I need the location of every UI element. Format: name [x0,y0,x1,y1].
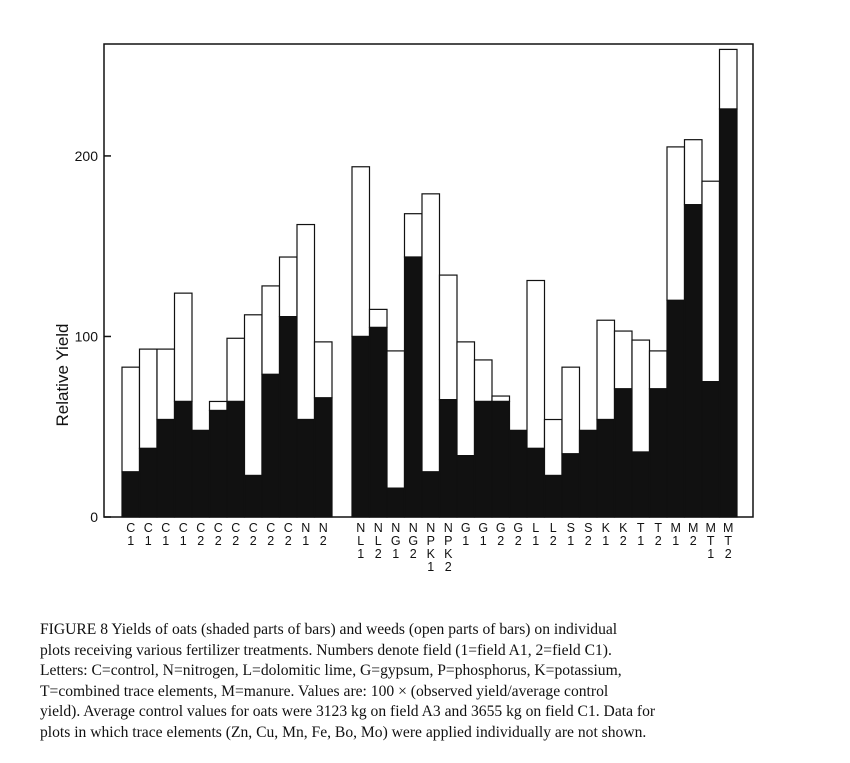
x-tick-label: 1 [672,534,680,548]
x-tick-label: 2 [267,534,275,548]
x-tick-label: G [478,521,489,535]
bar-weeds [615,331,633,389]
bar-weeds [245,315,263,476]
x-tick-label: S [584,521,593,535]
bar-weeds [545,420,563,476]
bar-oats [650,389,668,517]
x-tick-label: 2 [197,534,205,548]
x-tick-label: M [723,521,734,535]
x-tick-label: M [670,521,681,535]
bar-oats [227,401,245,517]
x-tick-label: N [426,521,436,535]
x-tick-label: 2 [584,534,592,548]
bar-weeds [457,342,475,456]
bar-weeds [562,367,580,454]
caption-line: plots receiving various fertilizer treatments. Numbers denote field (1=field A1, 2=field C1). [40,641,612,659]
y-tick-label: 0 [90,509,98,525]
bar-oats [580,430,598,517]
bar-oats [475,401,493,517]
bar-oats [352,336,370,517]
x-tick-label: 1 [392,547,400,561]
x-tick-label: L [374,534,382,548]
x-tick-label: 1 [567,534,575,548]
x-tick-label: K [444,547,453,561]
x-tick-label: G [390,534,401,548]
x-tick-label: N [373,521,383,535]
x-tick-label: N [391,521,401,535]
bar-oats [387,488,405,517]
y-axis-label: Relative Yield [53,323,72,427]
bar-oats [457,456,475,517]
x-tick-label: 2 [232,534,240,548]
x-tick-label: K [619,521,628,535]
x-tick-label: 1 [479,534,487,548]
bar-oats [370,327,388,517]
caption-line: yield). Average control values for oats were 3123 kg on field A3 and 3655 kg on field C1. Data for [40,703,656,720]
bar-weeds [405,214,423,257]
x-tick-label: 2 [284,534,292,548]
x-tick-label: N [301,521,311,535]
bar-oats [720,109,738,517]
x-tick-label: C [126,521,136,535]
x-tick-label: L [549,521,557,535]
caption-line: Letters: C=control, N=nitrogen, L=dolomitic lime, G=gypsum, P=phosphorus, K=potassium, [40,662,622,679]
bar-weeds [685,140,703,205]
x-tick-label: M [705,521,716,535]
caption-line: plots in which trace elements (Zn, Cu, Mn, Fe, Bo, Mo) were applied individually are not shown. [40,723,647,741]
bar-oats [297,420,315,517]
caption-line: FIGURE 8 Yields of oats (shaded parts of bars) and weeds (open parts of bars) on individual [40,621,618,638]
x-tick-label: C [178,521,188,535]
x-tick-label: 1 [427,560,435,574]
bar-weeds [597,320,615,419]
x-tick-label: G [495,521,506,535]
bar-weeds [140,349,158,448]
bar-oats [157,420,175,517]
x-tick-label: C [213,521,223,535]
x-tick-label: S [566,521,575,535]
bar-oats [422,472,440,517]
bar-weeds [720,49,738,109]
x-tick-label: 2 [214,534,222,548]
x-tick-label: N [318,521,328,535]
caption-line: T=combined trace elements, M=manure. Values are: 100 × (observed yield/average control [40,682,609,700]
x-tick-label: 1 [602,534,610,548]
bar-oats [122,472,140,517]
bar-weeds [352,167,370,337]
bar-oats [685,205,703,517]
x-tick-label: 2 [654,534,662,548]
x-tick-label: T [636,521,645,535]
x-tick-label: G [460,521,471,535]
bar-oats [245,475,263,517]
x-tick-label: K [601,521,610,535]
bar-weeds [370,309,388,327]
x-tick-label: 2 [374,547,382,561]
x-tick-label: N [356,521,366,535]
bar-oats [440,400,458,517]
x-tick-label: 1 [179,534,187,548]
bar-weeds [667,147,685,300]
x-tick-label: C [266,521,276,535]
bar-oats [192,430,210,517]
x-tick-label: C [143,521,153,535]
bar-weeds [527,281,545,449]
x-tick-label: 2 [319,534,327,548]
bar-weeds [210,401,228,410]
bar-weeds [227,338,245,401]
x-tick-label: G [408,534,419,548]
x-tick-label: G [513,521,524,535]
x-tick-label: M [688,521,699,535]
bar-weeds [702,181,720,381]
bar-weeds [440,275,458,400]
bar-weeds [315,342,333,398]
x-tick-label: 1 [144,534,152,548]
x-tick-label: L [532,521,540,535]
bar-weeds [262,286,280,374]
x-tick-label: 2 [409,547,417,561]
bar-oats [175,401,193,517]
bar-weeds [422,194,440,472]
x-tick-label: 2 [249,534,257,548]
x-tick-label: C [161,521,171,535]
bar-oats [262,374,280,517]
x-tick-label: C [283,521,293,535]
bar-weeds [632,340,650,452]
bar-oats [615,389,633,517]
x-tick-label: 1 [462,534,470,548]
x-tick-label: 2 [514,534,522,548]
bar-oats [545,475,563,517]
bar-weeds [387,351,405,488]
x-tick-label: 1 [357,547,365,561]
bar-oats [405,257,423,517]
bar-oats [210,410,228,517]
bars-group [122,49,737,517]
x-tick-label: N [443,521,453,535]
bar-weeds [157,349,175,419]
x-tick-label: 1 [127,534,135,548]
bar-oats [315,398,333,517]
x-tick-label: 1 [707,547,715,561]
x-tick-label: T [654,521,663,535]
x-tick-label: C [248,521,258,535]
x-tick-label: 2 [619,534,627,548]
x-tick-label: C [196,521,206,535]
bar-weeds [492,396,510,401]
bar-oats [702,382,720,517]
x-tick-label: T [706,534,715,548]
x-tick-label: P [426,534,435,548]
x-tick-label: N [408,521,418,535]
x-tick-label: 2 [724,547,732,561]
x-tick-label: 1 [637,534,645,548]
bar-weeds [475,360,493,402]
bar-weeds [175,293,193,401]
x-axis-labels [126,521,733,574]
bar-oats [510,430,528,517]
x-tick-label: C [231,521,241,535]
x-tick-label: T [724,534,733,548]
bar-oats [140,448,158,517]
x-tick-label: 1 [162,534,170,548]
bar-weeds [122,367,140,472]
x-tick-label: 2 [497,534,505,548]
bar-oats [562,454,580,517]
bar-oats [667,300,685,517]
bar-oats [492,401,510,517]
bar-weeds [650,351,668,389]
figure-caption [40,620,820,743]
bar-oats [527,448,545,517]
y-tick-label: 100 [74,328,98,345]
x-tick-label: 1 [302,534,310,548]
bar-weeds [280,257,298,317]
x-tick-label: 2 [549,534,557,548]
x-tick-label: 1 [532,534,540,548]
x-tick-label: L [357,534,365,548]
x-tick-label: 2 [444,560,452,574]
x-tick-label: K [426,547,435,561]
bar-oats [280,317,298,517]
bar-oats [632,452,650,517]
x-tick-label: 2 [689,534,697,548]
y-tick-label: 200 [74,147,98,164]
x-tick-label: P [444,534,453,548]
y-axis-ticks [75,148,111,525]
bar-weeds [297,225,315,420]
bar-oats [597,420,615,517]
